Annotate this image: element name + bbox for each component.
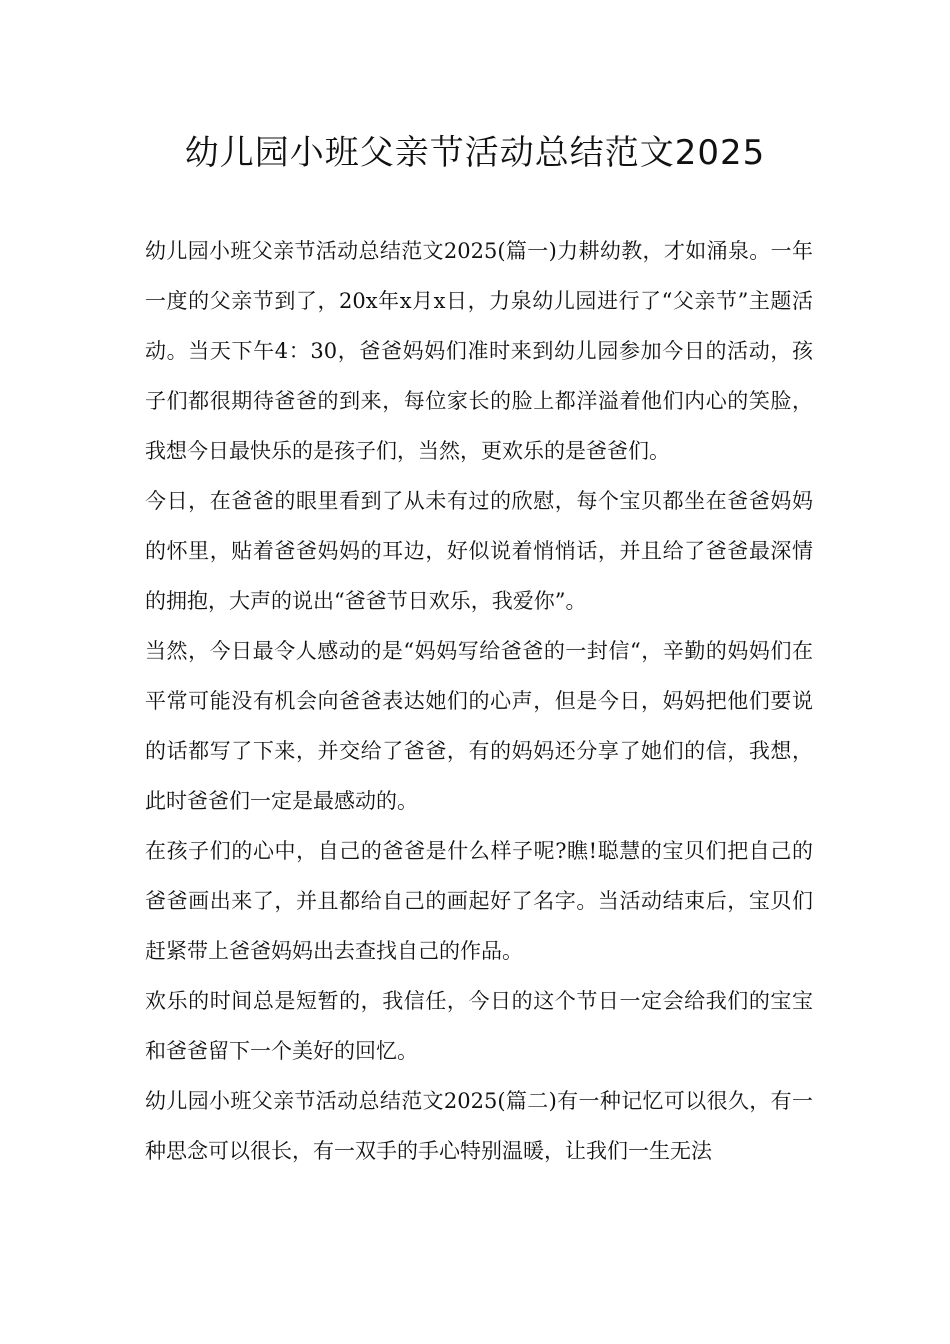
paragraph-5: 欢乐的时间总是短暂的，我信任，今日的这个节日一定会给我们的宝宝和爸爸留下一个美好的回忆。 <box>145 989 813 1063</box>
paragraph-2: 今日，在爸爸的眼里看到了从未有过的欣慰，每个宝贝都坐在爸爸妈妈的怀里，贴着爸爸妈妈的耳边，好似说着悄悄话，并且给了爸爸最深情的拥抱，大声的说出“爸爸节日欢乐，我爱你”。 <box>145 489 813 613</box>
document-title: 幼儿园小班父亲节活动总结范文2025 <box>184 133 766 173</box>
document-body <box>145 226 813 1176</box>
paragraph-3: 当然，今日最令人感动的是“妈妈写给爸爸的一封信“，辛勤的妈妈们在平常可能没有机会向爸爸表达她们的心声，但是今日，妈妈把他们要说的话都写了下来，并交给了爸爸，有的妈妈还分享了她们的信，我想，此时爸爸们一定是最感动的。 <box>145 639 813 813</box>
paragraph-4: 在孩子们的心中，自己的爸爸是什么样子呢?瞧!聪慧的宝贝们把自己的爸爸画出来了，并且都给自己的画起好了名字。当活动结束后，宝贝们赶紧带上爸爸妈妈出去查找自己的作品。 <box>145 839 813 963</box>
paragraph-6: 幼儿园小班父亲节活动总结范文2025(篇二)有一种记忆可以很久，有一种思念可以很长，有一双手的手心特别温暖，让我们一生无法 <box>145 1089 813 1163</box>
paragraph-1: 幼儿园小班父亲节活动总结范文2025(篇一)力耕幼教，才如涌泉。一年一度的父亲节到了，20x年x月x日，力泉幼儿园进行了“父亲节”主题活动。当天下午4：30，爸爸妈妈们准时来到幼儿园参加今日的活动，孩子们都很期待爸爸的到来，每位家长的脸上都洋溢着他们内心的笑脸，我想今日最快乐的是孩子们，当然，更欢乐的是爸爸们。 <box>145 239 813 463</box>
